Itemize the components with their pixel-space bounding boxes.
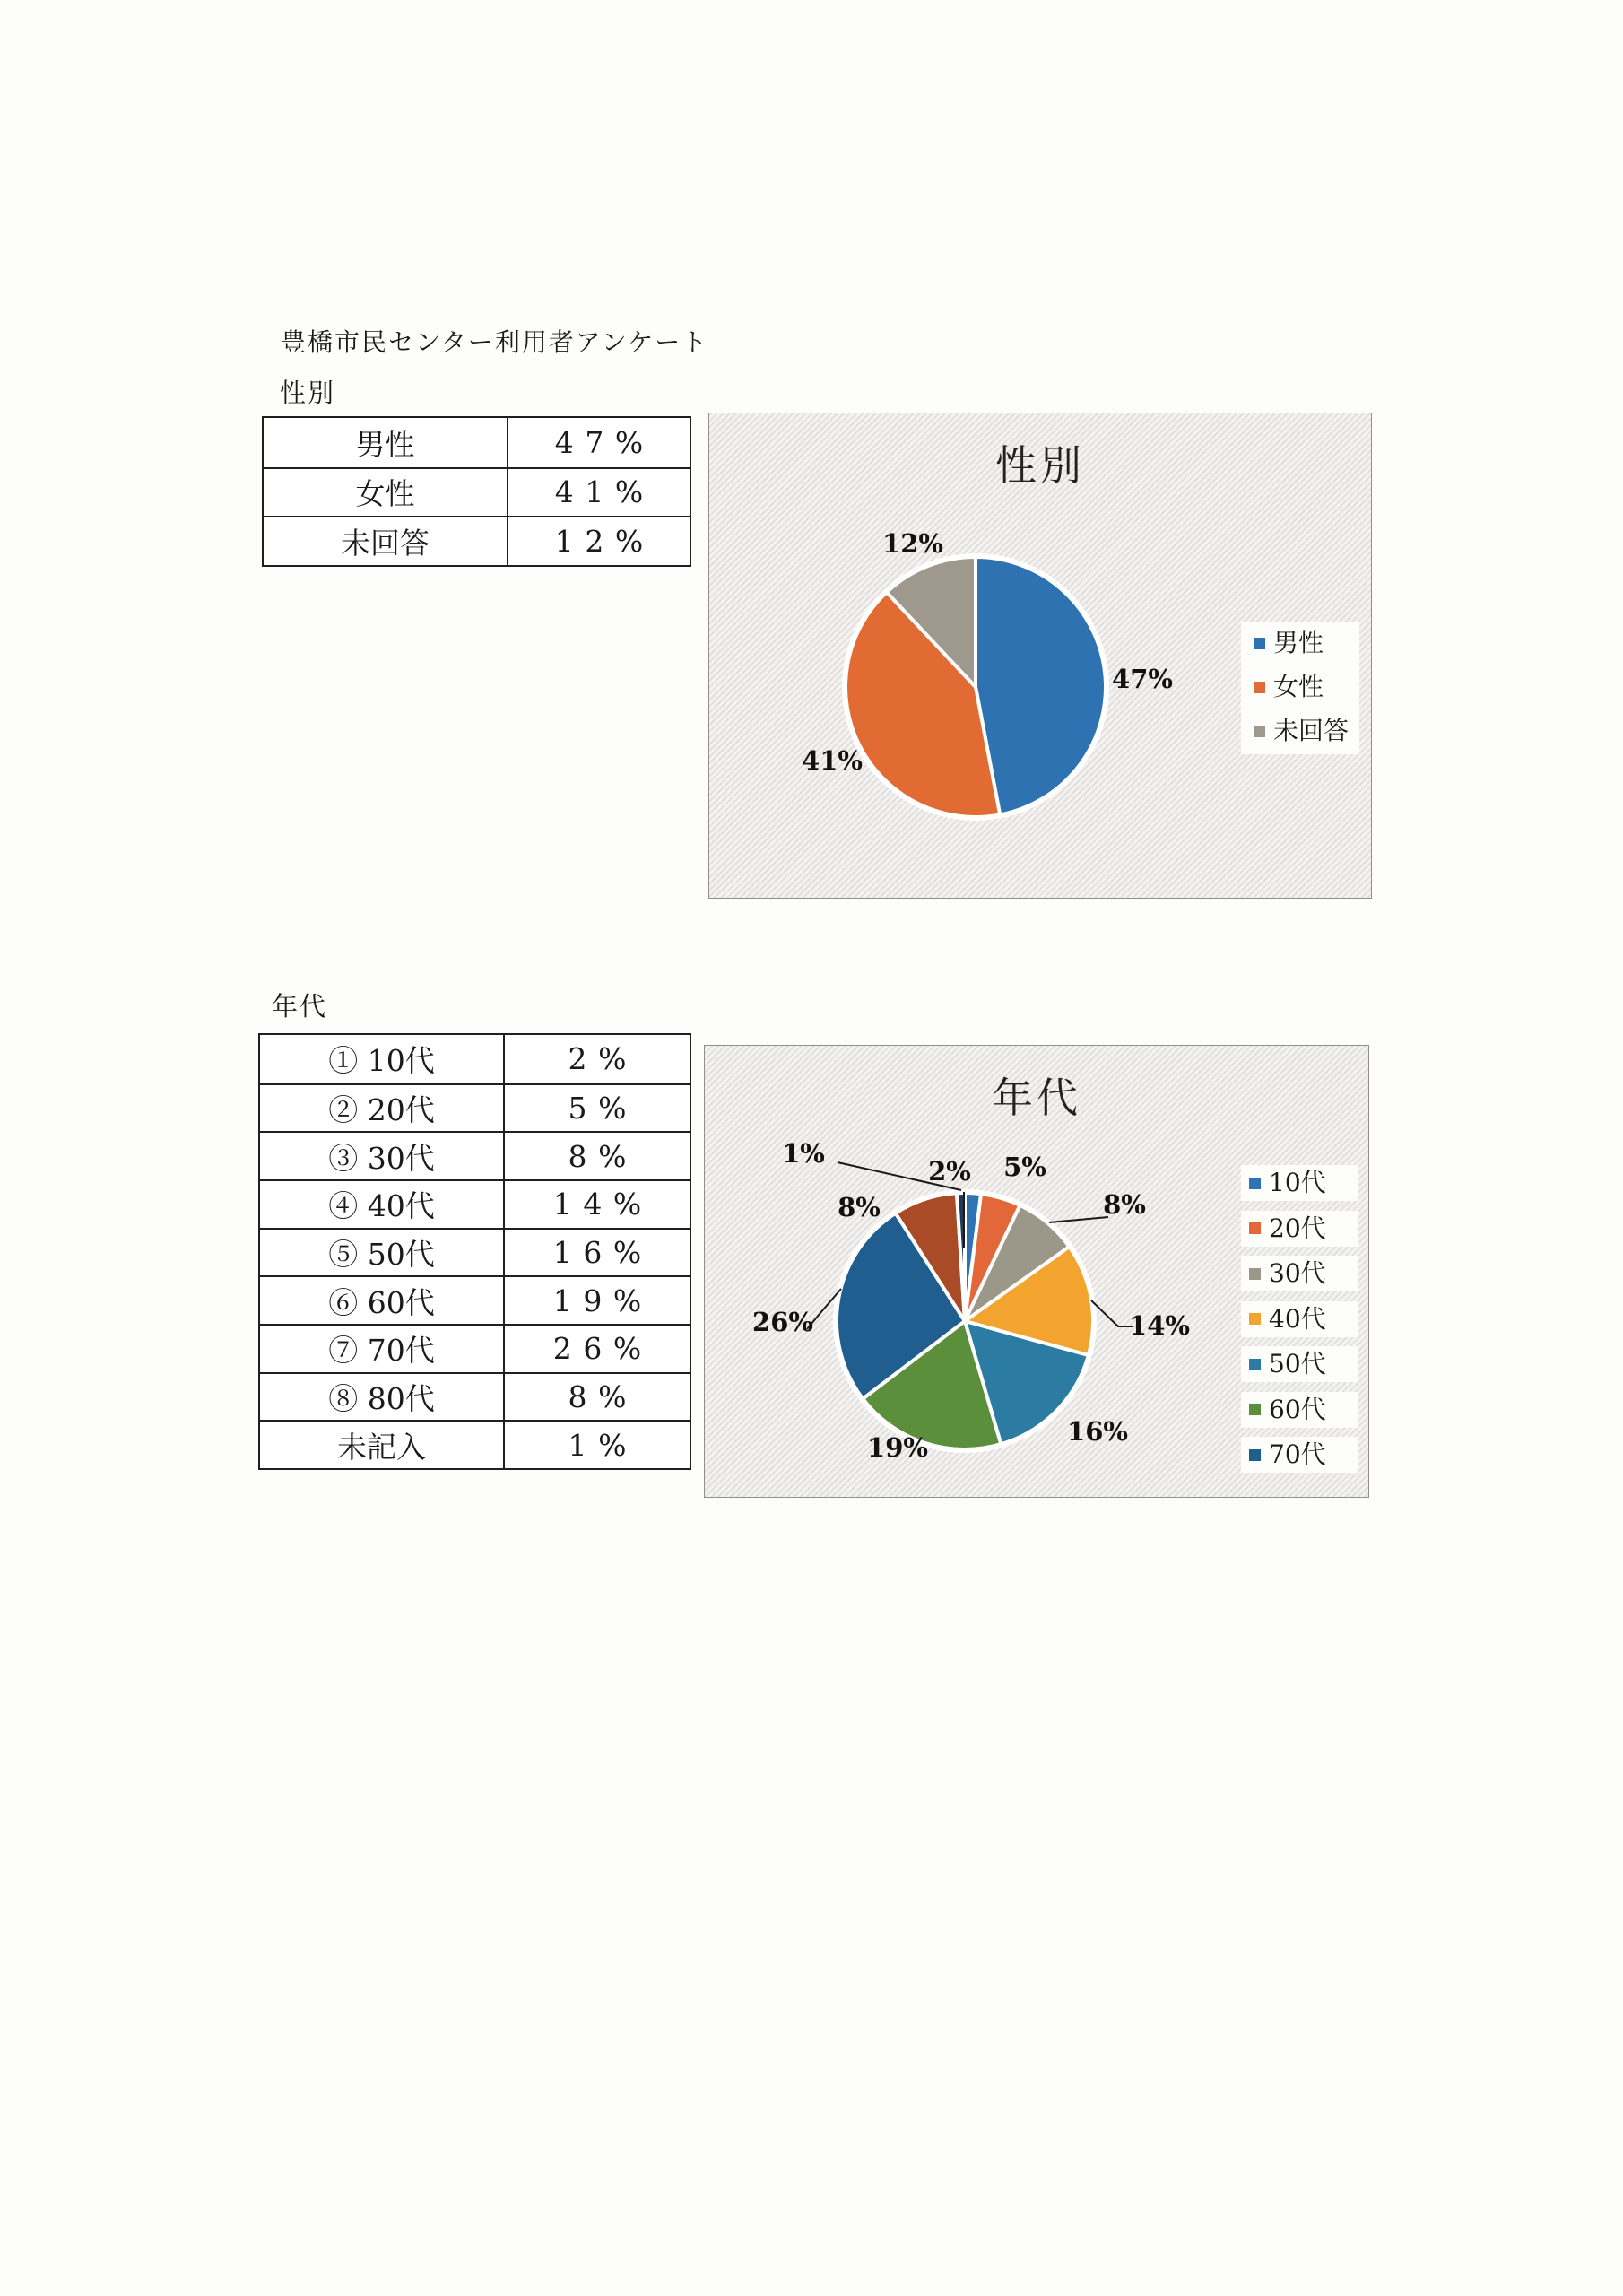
legend-label: 30代 — [1269, 1258, 1326, 1288]
table-row — [260, 1228, 690, 1276]
legend-item — [1249, 1258, 1326, 1288]
legend-swatch-icon — [1249, 1359, 1261, 1370]
legend-label: 40代 — [1269, 1303, 1326, 1334]
row-label: ③ 30代 — [260, 1133, 505, 1179]
legend-item — [1249, 1303, 1326, 1334]
section-label-gender: 性別 — [280, 378, 336, 408]
row-value: 8% — [568, 1138, 638, 1174]
row-label: ① 10代 — [260, 1035, 505, 1083]
row-label: ④ 40代 — [260, 1181, 505, 1228]
table-row — [260, 1324, 690, 1372]
row-label: 男性 — [264, 418, 508, 467]
row-value: 8% — [568, 1378, 638, 1414]
data-label: 16% — [1067, 1416, 1128, 1447]
data-label: 41% — [802, 745, 863, 776]
row-value: 14% — [552, 1187, 653, 1222]
row-value: 41% — [554, 474, 655, 510]
row-value: 16% — [552, 1234, 653, 1270]
table-row — [264, 418, 690, 467]
document-title: 豊橋市民センター利用者アンケート — [281, 327, 709, 357]
data-label: 5% — [1003, 1152, 1046, 1182]
legend-label: 男性 — [1273, 628, 1324, 657]
legend-swatch-icon — [1249, 1449, 1261, 1461]
legend-item — [1249, 1213, 1326, 1243]
row-value: 19% — [552, 1283, 653, 1318]
table-row — [260, 1179, 690, 1228]
data-label: 8% — [1103, 1189, 1146, 1220]
table-row — [260, 1083, 690, 1132]
section-label-age: 年代 — [272, 991, 328, 1022]
data-label: 47% — [1112, 664, 1173, 694]
table-row — [260, 1131, 690, 1179]
row-label: ⑧ 80代 — [260, 1374, 505, 1421]
legend-swatch-icon — [1249, 1222, 1261, 1234]
legend-item — [1254, 718, 1349, 744]
table-row — [264, 516, 690, 565]
legend-swatch-icon — [1254, 726, 1265, 737]
row-label: ② 20代 — [260, 1085, 505, 1132]
legend-item — [1249, 1170, 1326, 1196]
legend-item — [1249, 1439, 1326, 1469]
age-table — [258, 1033, 691, 1470]
row-value: 1% — [568, 1427, 638, 1463]
row-label: 女性 — [264, 469, 508, 517]
legend-swatch-icon — [1249, 1404, 1261, 1415]
row-label: 未回答 — [264, 517, 508, 565]
legend-item — [1249, 1394, 1326, 1424]
data-label: 26% — [752, 1307, 813, 1337]
row-value: 47% — [554, 424, 655, 460]
legend-item — [1249, 1349, 1326, 1378]
legend-label: 50代 — [1269, 1349, 1326, 1378]
data-label: 19% — [867, 1432, 928, 1463]
legend-item — [1254, 628, 1324, 657]
row-value: 26% — [552, 1331, 653, 1367]
pie-slice — [976, 557, 1106, 814]
row-value: 5% — [568, 1090, 638, 1126]
table-row — [264, 467, 690, 517]
data-label: 14% — [1129, 1310, 1190, 1341]
data-label: 12% — [882, 528, 943, 559]
legend-label: 10代 — [1269, 1168, 1326, 1197]
legend-label: 未回答 — [1273, 716, 1350, 745]
row-label: ⑤ 50代 — [260, 1230, 505, 1276]
legend-label: 20代 — [1269, 1213, 1326, 1243]
legend-label: 70代 — [1269, 1439, 1326, 1469]
table-row — [260, 1420, 690, 1468]
legend-swatch-icon — [1249, 1178, 1261, 1189]
legend-swatch-icon — [1249, 1313, 1261, 1325]
legend-label: 60代 — [1269, 1394, 1326, 1424]
table-row — [260, 1035, 690, 1083]
legend-label: 女性 — [1273, 672, 1324, 701]
row-label: ⑦ 70代 — [260, 1326, 505, 1372]
data-label: 8% — [838, 1192, 881, 1222]
chart-title: 性別 — [995, 441, 1085, 490]
legend-swatch-icon — [1249, 1268, 1261, 1280]
data-label: 1% — [782, 1138, 825, 1169]
leader-line — [1049, 1217, 1108, 1222]
data-label: 2% — [928, 1156, 971, 1187]
row-value: 12% — [554, 524, 655, 560]
legend-item — [1254, 674, 1324, 700]
row-value: 2% — [568, 1041, 638, 1077]
row-label: 未記入 — [260, 1422, 505, 1468]
gender-pie-chart — [708, 413, 1372, 899]
row-label: ⑥ 60代 — [260, 1277, 505, 1324]
legend-swatch-icon — [1254, 682, 1265, 693]
age-pie-chart — [704, 1045, 1369, 1498]
table-row — [260, 1275, 690, 1324]
table-row — [260, 1372, 690, 1421]
leader-line — [1091, 1300, 1133, 1326]
chart-title: 年代 — [992, 1074, 1081, 1122]
gender-table — [262, 416, 691, 567]
legend-swatch-icon — [1254, 638, 1265, 649]
